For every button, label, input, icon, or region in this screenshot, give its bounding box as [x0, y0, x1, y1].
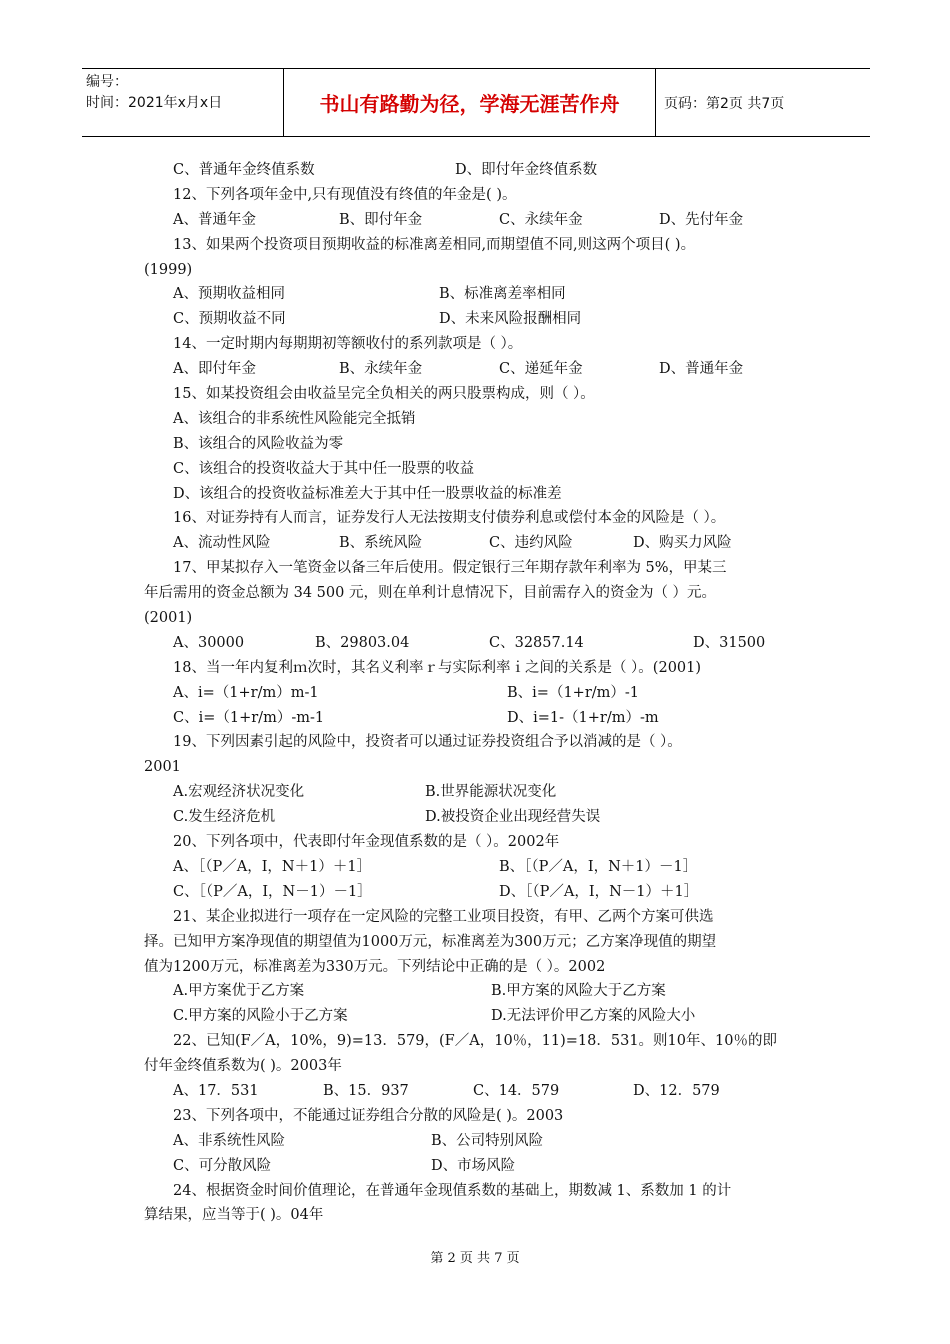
text-segment: A、17．531 — [173, 1082, 259, 1099]
text-line — [145, 1203, 825, 1228]
page-header — [82, 68, 870, 137]
text-line — [145, 258, 825, 283]
text-line — [145, 930, 825, 955]
page-footer: 第 2 页 共 7 页 — [430, 1251, 520, 1266]
text-line — [145, 905, 825, 930]
text-segment: 付年金终值系数为( )。2003年 — [144, 1058, 342, 1075]
text-segment: A、预期收益相同 — [173, 286, 285, 303]
text-line — [145, 407, 825, 432]
text-segment: C、永续年金 — [499, 211, 583, 228]
text-segment: 择。已知甲方案净现值的期望值为1000万元，标准离差为300万元；乙方案净现值的期望 — [144, 933, 717, 950]
text-segment: C、普通年金终值系数 — [173, 162, 315, 178]
text-segment: B、系统风险 — [339, 535, 423, 552]
text-line — [145, 755, 825, 780]
text-line — [145, 183, 825, 208]
text-line — [145, 855, 825, 880]
text-segment: B、15．937 — [323, 1082, 409, 1099]
text-segment: C、该组合的投资收益大于其中任一股票的收益 — [173, 460, 475, 477]
text-segment: D、i=1-（1+r/m）-m — [507, 709, 659, 726]
text-line — [145, 656, 825, 681]
text-line — [145, 1154, 825, 1179]
text-segment: C、32857.14 — [489, 634, 584, 651]
text-line — [145, 880, 825, 905]
text-line — [145, 830, 825, 855]
text-segment: A.甲方案优于乙方案 — [173, 983, 305, 1000]
text-line — [145, 1004, 825, 1029]
text-line — [145, 556, 825, 581]
text-segment: D.被投资企业出现经营失误 — [425, 809, 601, 826]
text-line — [145, 706, 825, 731]
text-segment: B、公司特别风险 — [431, 1132, 544, 1149]
text-segment: C.甲方案的风险小于乙方案 — [173, 1008, 348, 1025]
text-segment: 2001 — [144, 759, 181, 776]
text-segment: C、i=（1+r/m）-m-1 — [173, 709, 325, 726]
text-line — [145, 979, 825, 1004]
text-segment: A、该组合的非系统性风险能完全抵销 — [173, 410, 416, 427]
text-segment: 12、下列各项年金中,只有现值没有终值的年金是( )。 — [173, 186, 517, 203]
text-segment: 19、下列因素引起的风险中，投资者可以通过证券投资组合予以消减的是（ ）。 — [173, 734, 682, 751]
text-line — [145, 1104, 825, 1129]
text-segment: 年后需用的资金总额为 34 500 元，则在单利计息情况下，目前需存入的资金为（ ）元。 — [144, 585, 717, 602]
text-line — [145, 1179, 825, 1204]
text-line — [145, 631, 825, 656]
text-segment: B、该组合的风险收益为零 — [173, 435, 344, 452]
text-segment: C.发生经济危机 — [173, 809, 276, 826]
text-segment: C、预期收益不同 — [173, 311, 286, 328]
text-line — [145, 1129, 825, 1154]
text-segment: D、购买力风险 — [633, 535, 732, 552]
text-segment: D、市场风险 — [431, 1157, 516, 1174]
text-segment: D、12．579 — [633, 1082, 720, 1099]
text-line — [145, 158, 825, 183]
text-line — [145, 681, 825, 706]
text-segment: B、29803.04 — [315, 634, 410, 651]
text-segment: (1999) — [144, 261, 193, 278]
text-line — [145, 307, 825, 332]
text-line — [145, 282, 825, 307]
text-line — [145, 780, 825, 805]
text-segment: B.甲方案的风险大于乙方案 — [491, 983, 666, 1000]
text-line — [145, 805, 825, 830]
text-segment: A、非系统性风险 — [173, 1132, 285, 1149]
text-line — [145, 606, 825, 631]
header-info — [82, 69, 282, 136]
text-segment: D、该组合的投资收益标准差大于其中任一股票收益的标准差 — [173, 485, 562, 502]
text-segment: 24、根据资金时间价值理论，在普通年金现值系数的基础上，期数减 1、系数加 1 的计 — [173, 1182, 732, 1199]
text-line — [145, 1054, 825, 1079]
text-segment: D、即付年金终值系数 — [455, 162, 598, 178]
text-line — [145, 482, 825, 507]
text-segment: 13、如果两个投资项目预期收益的标准离差相同,而期望值不同,则这两个项目( )。 — [173, 236, 696, 253]
text-line — [145, 332, 825, 357]
text-segment: A、普通年金 — [173, 211, 256, 228]
text-line — [145, 531, 825, 556]
text-segment: A、［（P／A，I，N＋1）＋1］ — [173, 858, 372, 875]
text-segment: (2001) — [144, 610, 193, 627]
text-segment: C、违约风险 — [489, 535, 573, 552]
text-segment: 17、甲某拟存入一笔资金以备三年后使用。假定银行三年期存款年利率为 5%，甲某三 — [173, 560, 727, 577]
text-line — [145, 1029, 825, 1054]
text-segment: C、可分散风险 — [173, 1157, 272, 1174]
text-line — [145, 357, 825, 382]
text-segment: D、［（P／A，I，N－1）＋1］ — [499, 883, 699, 900]
text-segment: D.无法评价甲乙方案的风险大小 — [491, 1008, 696, 1025]
text-segment: 15、如某投资组会由收益呈完全负相关的两只股票构成，则（ ）。 — [173, 386, 595, 403]
text-segment: C、递延年金 — [499, 361, 583, 378]
text-line — [145, 208, 825, 233]
text-segment: 21、某企业拟进行一项存在一定风险的完整工业项目投资，有甲、乙两个方案可供选 — [173, 908, 714, 925]
text-segment: B.世界能源状况变化 — [425, 784, 557, 801]
text-line — [145, 233, 825, 258]
text-segment: 16、对证券持有人而言，证券发行人无法按期支付债券利息或偿付本金的风险是（ ）。 — [173, 510, 726, 527]
text-segment: 14、一定时期内每期期初等额收付的系列款项是（ ）。 — [173, 336, 523, 353]
text-segment: A、30000 — [173, 634, 245, 651]
header-motto: 书山有路勤为径，学海无涯苦作舟 — [283, 69, 656, 136]
text-line — [145, 730, 825, 755]
text-segment: B、i=（1+r/m）-1 — [507, 684, 640, 701]
header-number-label: 编号： — [86, 74, 128, 90]
text-line — [145, 1079, 825, 1104]
text-segment: D、普通年金 — [659, 361, 744, 378]
text-line — [145, 506, 825, 531]
text-line — [145, 432, 825, 457]
header-time-label: 时间：2021年x月x日 — [86, 95, 223, 111]
text-segment: A.宏观经济状况变化 — [173, 784, 305, 801]
document-body — [145, 158, 825, 1228]
text-segment: 18、当一年内复利ｍ次时，其名义利率ｒ与实际利率ｉ之间的关系是（ ）。(2001) — [173, 659, 702, 676]
text-segment: A、流动性风险 — [173, 535, 271, 552]
text-segment: B、即付年金 — [339, 211, 423, 228]
text-segment: B、标准离差率相同 — [439, 286, 566, 303]
text-line — [145, 955, 825, 980]
text-segment: 22、已知(F／A，10%，9)=13．579，(F／A，10％，11)=18．531。则10年、10％的即 — [173, 1033, 777, 1050]
text-segment: 20、下列各项中，代表即付年金现值系数的是（ ）。2002年 — [173, 834, 560, 851]
text-segment: 23、下列各项中，不能通过证券组合分散的风险是( )。2003 — [173, 1107, 564, 1124]
header-page-label: 页码：第2页 共7页 — [664, 95, 785, 112]
text-segment: C、［（P／A，I，N－1）－1］ — [173, 883, 372, 900]
text-segment: D、31500 — [693, 634, 766, 651]
text-line — [145, 457, 825, 482]
text-line — [145, 581, 825, 606]
text-segment: B、永续年金 — [339, 361, 423, 378]
text-segment: A、i=（1+r/m）m-1 — [173, 684, 319, 701]
text-segment: B、［（P／A，I，N＋1）－1］ — [499, 858, 698, 875]
text-segment: 值为1200万元，标准离差为330万元。下列结论中正确的是（ ）。2002 — [144, 958, 606, 975]
text-line — [145, 382, 825, 407]
text-segment: A、即付年金 — [173, 361, 256, 378]
text-segment: 算结果，应当等于( )。04年 — [144, 1207, 324, 1224]
text-segment: C、14．579 — [473, 1082, 560, 1099]
text-segment: D、未来风险报酬相同 — [439, 311, 582, 328]
text-segment: D、先付年金 — [659, 211, 744, 228]
